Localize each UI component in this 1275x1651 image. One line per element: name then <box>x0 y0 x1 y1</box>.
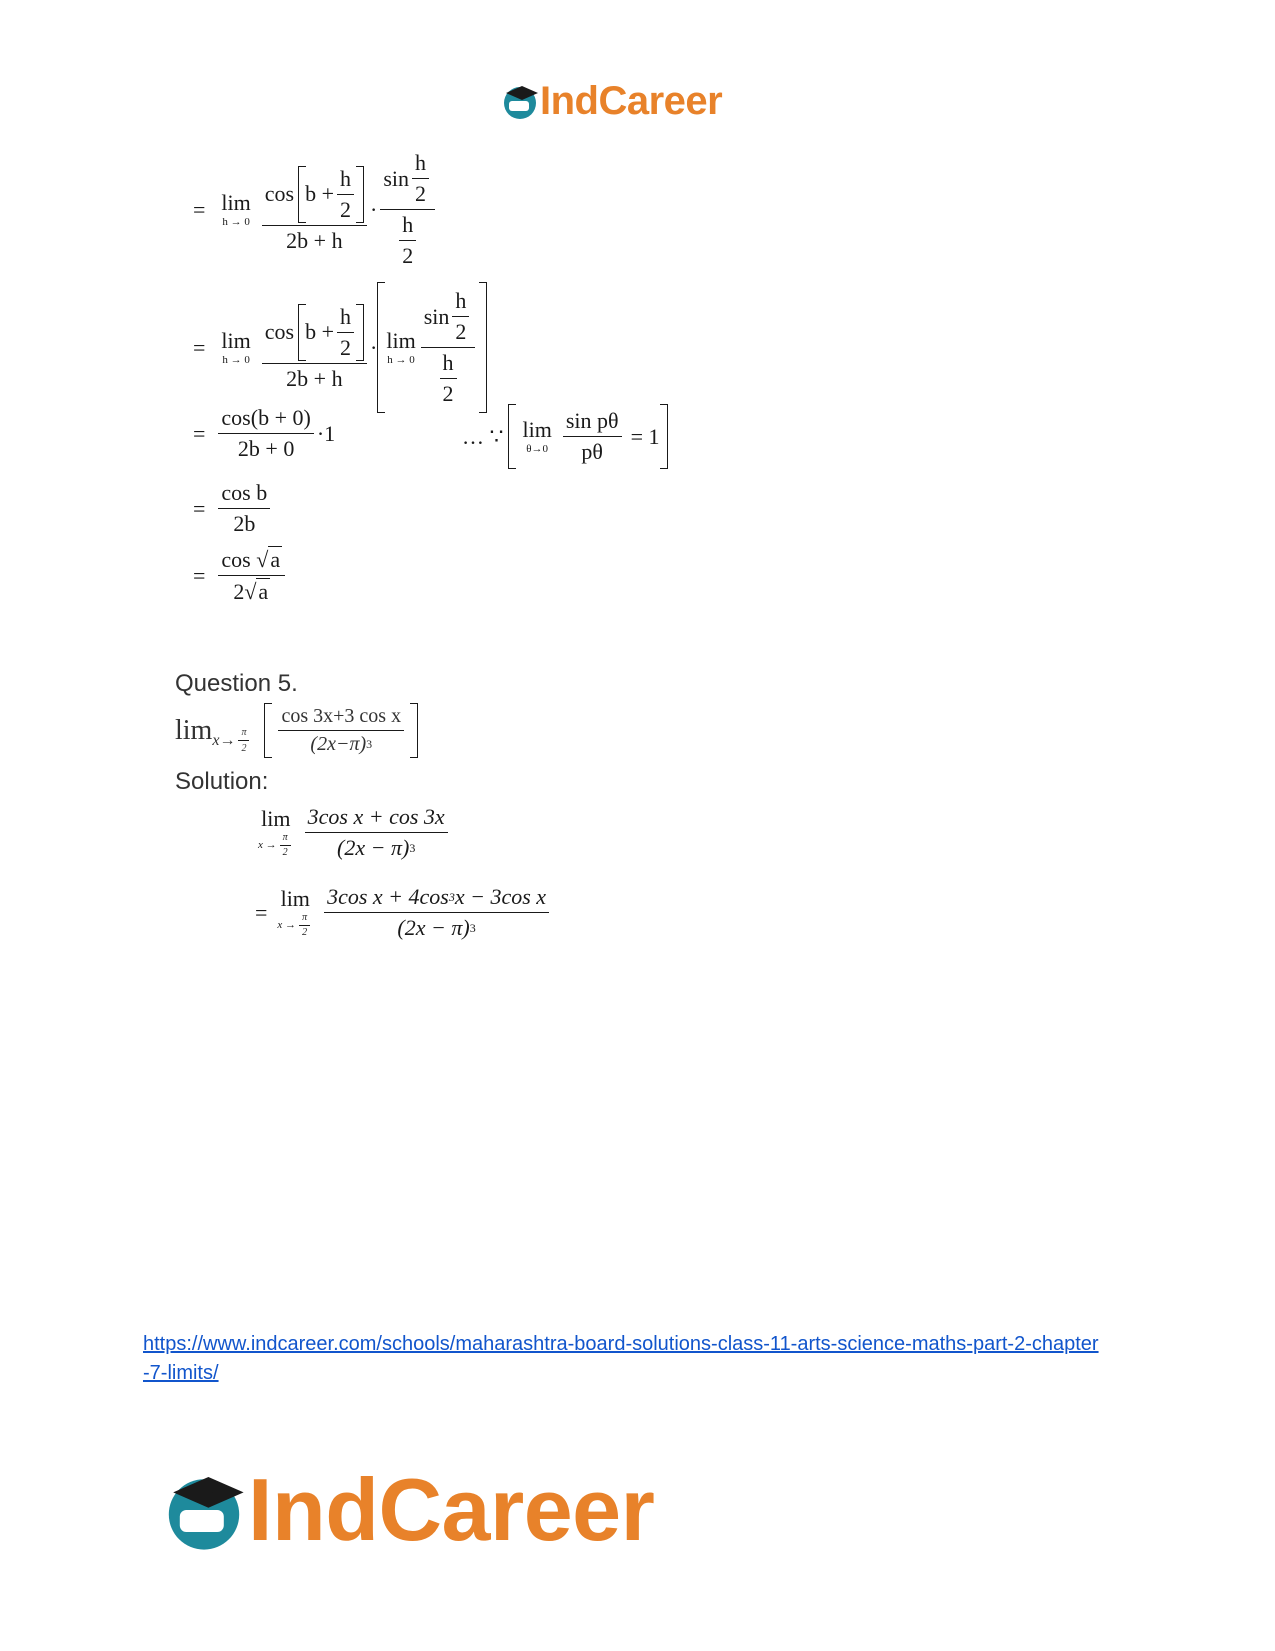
header-logo <box>500 78 722 124</box>
math-line-1: = lim h → 0 cos b + $\frac{h}{2}$ 2b + h · sin $\frac{h}{2}$ $\frac{h}{2}$ <box>193 150 438 269</box>
math-reason: … ∵ lim θ→0 $\frac{\text{sin pθ}}{p\theta}$ = 1 <box>462 404 668 469</box>
question-expression: lim x→ $\frac{\pi}{2}$ cos 3x+3 cos x (2x−π) 3 <box>175 703 418 758</box>
logo-text: IndCareer <box>248 1460 655 1559</box>
logo-text: IndCareer <box>540 79 723 123</box>
question-title: Question 5. <box>175 670 298 697</box>
source-url-link[interactable]: https://www.indcareer.com/schools/maharashtra-board-solutions-class-11-arts-science-maths-part-2-chapter-7-limits/ <box>143 1333 1099 1384</box>
math-line-4: = $\frac{\text{cos b}}{2b}$ <box>193 480 273 537</box>
graduation-globe-icon <box>500 81 540 121</box>
math-line-3: = $\frac{\cos(b + 0)}{2b + 0}$ ·1 <box>193 405 336 461</box>
solution-label: Solution: <box>175 768 269 795</box>
footer-logo <box>160 1462 654 1558</box>
solution-line-1: lim x → $\frac{\pi}{2}$ 3cos x + cos 3x (2x − π) 3 <box>258 804 451 861</box>
graduation-globe-icon <box>160 1466 248 1554</box>
math-line-5: = cos √ a 2 √ a <box>193 546 288 605</box>
math-line-2: = lim h → 0 cos b + $\frac{h}{2}$ 2b + h · lim h → 0 sin $\frac{h}{2}$ $\frac{h}{2}$ <box>193 282 487 413</box>
solution-line-2: = lim x → $\frac{\pi}{2}$ 3cos x + 4cos 3 x − 3cos x (2x − π) 3 <box>255 884 552 941</box>
